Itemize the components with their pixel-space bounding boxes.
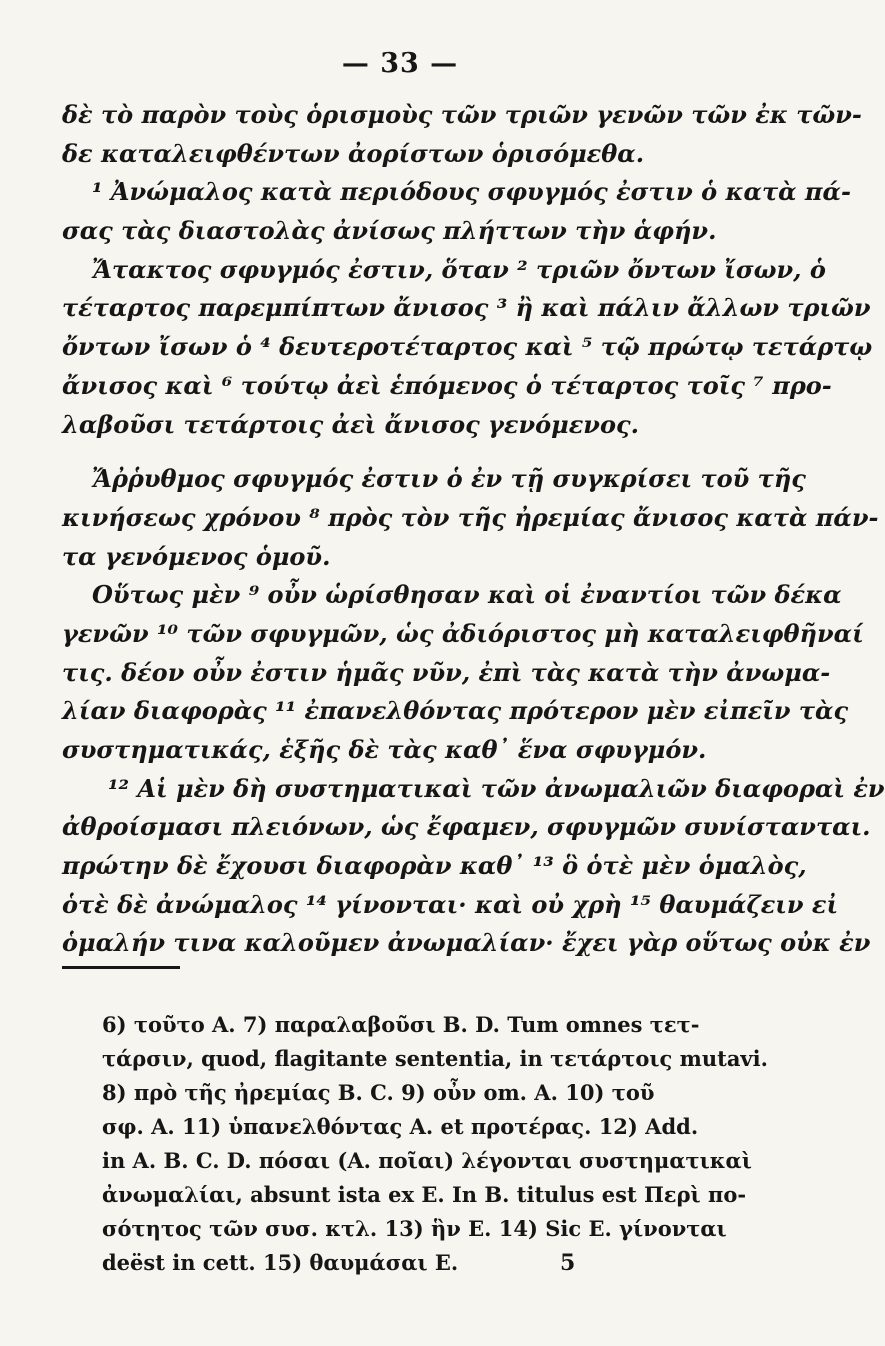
text-line: ὁτὲ δὲ ἀνώμαλος ¹⁴ γίνονται· καὶ οὐ χρὴ ¹⁵ θαυμάζειν εἰ xyxy=(62,889,839,919)
text-line: Οὕτως μὲν ⁹ οὖν ὡρίσθησαν καὶ οἱ ἐναντίοι τῶν δέκα xyxy=(92,580,842,610)
footnote-line: σότητος τῶν συσ. κτλ. 13) ἣν E. 14) Sic E. γίνονται xyxy=(102,1216,727,1241)
text-line: Ἄῤῥυθμος σφυγμός ἐστιν ὁ ἐν τῇ συγκρίσει τοῦ τῆς xyxy=(92,464,806,494)
text-line: λαβοῦσι τετάρτοις ἀεὶ ἄνισος γενόμενος. xyxy=(62,409,639,439)
text-line: πρώτην δὲ ἔχουσι διαφορὰν καθ᾽ ¹³ ὃ ὁτὲ μὲν ὁμαλὸς, xyxy=(62,851,807,881)
signature-mark: 5 xyxy=(560,1250,576,1276)
text-line: λίαν διαφορὰς ¹¹ ἐπανελθόντας πρότερον μὲν εἰπεῖν τὰς xyxy=(62,696,849,726)
text-line: ἀθροίσμασι πλειόνων, ὡς ἔφαμεν, σφυγμῶν συνίστανται. xyxy=(62,812,871,842)
footnote-line: τάρσιν, quod, flagitante sententia, in τετάρτοις mutavi. xyxy=(102,1046,768,1071)
text-line: συστηματικάς, ἑξῆς δὲ τὰς καθ᾽ ἕνα σφυγμόν. xyxy=(62,735,707,764)
text-line: ¹² Αἱ μὲν δὴ συστηματικαὶ τῶν ἀνωμαλιῶν διαφοραὶ ἐν xyxy=(108,773,885,803)
text-line: ¹ Ἀνώμαλος κατὰ περιόδους σφυγμός ἐστιν ὁ κατὰ πά- xyxy=(92,177,851,207)
text-line: ἄνισος καὶ ⁶ τούτῳ ἀεὶ ἑπόμενος ὁ τέταρτος τοῖς ⁷ προ- xyxy=(62,370,832,400)
footnote-line: in A. B. C. D. πόσαι (A. ποῖαι) λέγονται συστηματικαὶ xyxy=(102,1148,752,1173)
footnote-line: σφ. A. 11) ὑπανελθόντας A. et προτέρας. 12) Add. xyxy=(102,1114,699,1139)
footnote-line: ἀνωμαλίαι, absunt ista ex E. In B. titulus est Περὶ πο- xyxy=(102,1182,747,1207)
text-line: γενῶν ¹⁰ τῶν σφυγμῶν, ὡς ἀδιόριστος μὴ καταλειφθῆναί xyxy=(62,618,864,648)
text-line: σας τὰς διαστολὰς ἀνίσως πλήττων τὴν ἁφήν. xyxy=(62,216,717,246)
text-line: Ἄτακτος σφυγμός ἐστιν, ὅταν ² τριῶν ὄντων ἴσων, ὁ xyxy=(92,254,826,284)
text-line: τα γενόμενος ὁμοῦ. xyxy=(62,541,331,571)
footnotes-block xyxy=(102,1008,768,1280)
text-line: ὄντων ἴσων ὁ ⁴ δευτεροτέταρτος καὶ ⁵ τῷ πρώτῳ τετάρτῳ xyxy=(62,332,873,362)
text-line: δὲ τὸ παρὸν τοὺς ὁρισμοὺς τῶν τριῶν γενῶν τῶν ἐκ τῶν- xyxy=(62,100,862,129)
footnote-rule xyxy=(62,966,180,969)
footnote-line: deëst in cett. 15) θαυμάσαι E. xyxy=(102,1250,459,1275)
text-line: ὁμαλήν τινα καλοῦμεν ἀνωμαλίαν· ἔχει γὰρ οὕτως οὐκ ἐν xyxy=(62,928,871,958)
footnote-line: 6) τοῦτο A. 7) παραλαβοῦσι B. D. Tum omnes τετ- xyxy=(102,1012,700,1037)
page-number-header: — 33 — xyxy=(341,48,459,79)
text-line: τις. δέον οὖν ἐστιν ἡμᾶς νῦν, ἐπὶ τὰς κατὰ τὴν ἀνωμα- xyxy=(62,657,831,687)
text-line: κινήσεως χρόνου ⁸ πρὸς τὸν τῆς ἠρεμίας ἄνισος κατὰ πάν- xyxy=(62,502,879,532)
main-text-block xyxy=(62,96,885,963)
text-line: τέταρτος παρεμπίπτων ἄνισος ³ ἢ καὶ πάλιν ἄλλων τριῶν xyxy=(62,293,871,323)
footnote-line: 8) πρὸ τῆς ἠρεμίας B. C. 9) οὖν om. A. 10) τοῦ xyxy=(102,1080,655,1105)
text-line: δε καταλειφθέντων ἀορίστων ὁρισόμεθα. xyxy=(62,138,645,168)
